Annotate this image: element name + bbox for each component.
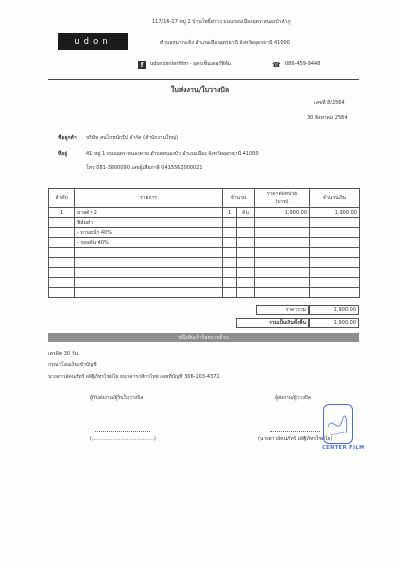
row-no: 1 [49,208,75,218]
items-table [48,188,360,298]
row-item: มาสด้า 2 [75,208,223,218]
header-price-unit: (บาท) [275,199,289,205]
table-row [49,228,360,238]
subtotal-label: ราคารวม [256,305,309,315]
sender-name: (นางสาวอัคนภัทร์ ผลิฐิภัทรไชยไธ) [258,436,333,442]
stamp-signature-icon [324,405,351,442]
doc-date: 30 สิงหาคม 2564 [307,115,348,121]
row-item: - บานหน้า 40% [75,228,223,238]
table-row [49,218,360,228]
receiver-signature-line [95,431,150,432]
bank-account: นางสาวอัคนภัทร์ ผลิฐิภัทรไชยไธ ธนาคารกสิกรไทย เลขที่บัญชี 306-103-4371 [48,374,220,380]
company-address-line1: 117/16-17 หมู่ 2 บ้านโพธิ์สว่าง ถนนรอบเมืองอุดร-หนองบัวลำภู [152,19,291,25]
table-row [49,288,360,298]
header-item: รายการ [75,189,223,208]
header-amount: จำนวนเงิน [310,189,360,208]
row-price: 1,900.00 [255,208,310,218]
company-logo: udon [58,33,128,50]
company-phone: 086-459-9448 [285,61,321,67]
table-row [49,238,360,248]
table-row [49,248,360,258]
receiver-name: (.......................................) [90,436,156,442]
doc-number: เลขที่ 8/2564 [314,100,345,106]
total-value: 1,900.00 [309,318,359,328]
transfer-note: กรุณาโอนเงินเข้าบัญชี [48,362,97,368]
table-header-row [49,189,360,208]
company-address-line2: ตำบลหมากแข้ง อำเภอเมืองอุดรธานี จังหวัดอุดรธานี 41000 [160,40,290,46]
customer-name-label: ชื่อลูกค้า [58,135,77,141]
header-divider [48,79,359,80]
table-row [49,278,360,288]
phone-icon: ☎ [272,61,281,69]
credit-note: เครดิต 30 วัน [48,351,78,357]
table-row [49,208,360,218]
customer-name: บริษัท สนโกชน์กรุ๊ป จำกัด (สำนักงานใหญ่) [86,135,178,141]
header-no: ลำดับ [49,189,75,208]
row-item: - รอบคัน 40% [75,238,223,248]
row-unit: คัน [237,208,255,218]
receiver-title: ผู้รับส่งงาน/ผู้รับใบวางบิล [90,395,144,401]
header-price-label: ราคาต่อหน่วย [266,191,298,197]
doc-title: ใบส่งงาน/ใบวางบิล [171,86,230,94]
amount-words-bar: หนึ่งพันเก้าร้อยบาทถ้วน [48,333,359,342]
stamp-text: CENTER FILM [322,445,365,451]
row-qty: 1 [223,208,237,218]
company-stamp [323,404,353,444]
row-item: ฟิล์มดำ [75,218,223,228]
subtotal-value: 1,900.00 [309,305,359,315]
total-label: รวมเป็นเงินทั้งสิ้น [236,318,309,328]
header-price [255,189,310,208]
sender-signature-line [270,431,320,432]
customer-address: 41 หมู่ 1 ถนนอุดร-หนองคาย ตำบลหนองบัว อำเภอเมือง จังหวัดอุดรธานี 41000 [86,151,259,157]
facebook-icon: f [138,61,146,69]
row-amount: 1,900.00 [310,208,360,218]
sender-title: ผู้ส่งงาน/ผู้วางบิล [275,395,311,401]
customer-phone-tax: โทร 081-3800090 เลขผู้เสียภาษี 0415562000021 [86,165,203,171]
table-row [49,258,360,268]
table-row [49,268,360,278]
company-facebook: udoncenterfilm - อุดรเซ็นเตอร์ฟิล์ม [150,61,232,67]
header-qty: จำนวน [223,189,255,208]
customer-address-label: ที่อยู่ [58,151,68,157]
